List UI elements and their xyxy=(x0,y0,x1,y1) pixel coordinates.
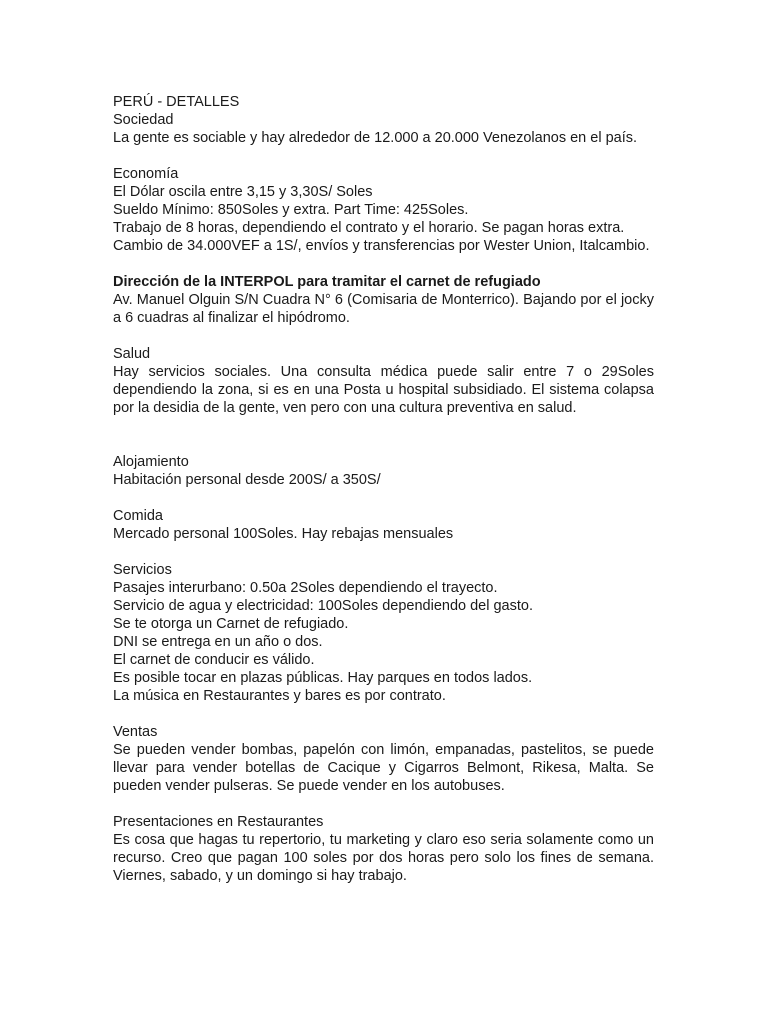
spacer xyxy=(113,705,654,723)
paragraph-comida: Mercado personal 100Soles. Hay rebajas mensuales xyxy=(113,526,454,542)
paragraph-alojamiento: Habitación personal desde 200S/ a 350S/ xyxy=(113,472,381,488)
economia-line: El Dólar oscila entre 3,15 y 3,30S/ Soles xyxy=(113,184,373,200)
section-heading-salud: Salud xyxy=(113,346,151,362)
servicios-line: Se te otorga un Carnet de refugiado. xyxy=(113,616,349,632)
paragraph-presentaciones: Es cosa que hagas tu repertorio, tu marketing y claro eso seria solamente como un recurso. Creo que pagan 100 soles por dos horas pero solo los fines de semana. Viernes, sabado, y un domingo si hay trabajo. xyxy=(113,832,654,884)
paragraph-cambio: Cambio de 34.000VEF a 1S/, envíos y transferencias por Wester Union, Italcambio. xyxy=(113,238,650,254)
section-heading-economia: Economía xyxy=(113,166,179,182)
servicios-line: El carnet de conducir es válido. xyxy=(113,652,315,668)
spacer xyxy=(113,489,654,507)
spacer xyxy=(113,255,654,273)
section-heading-sociedad: Sociedad xyxy=(113,112,174,128)
servicios-line: Servicio de agua y electricidad: 100Soles dependiendo del gasto. xyxy=(113,598,533,614)
spacer xyxy=(113,795,654,813)
servicios-line: Pasajes interurbano: 0.50a 2Soles dependiendo el trayecto. xyxy=(113,580,498,596)
section-heading-presentaciones: Presentaciones en Restaurantes xyxy=(113,814,324,830)
paragraph-salud: Hay servicios sociales. Una consulta médica puede salir entre 7 o 29Soles dependiendo la zona, si es en una Posta u hospital subsidiado. El sistema colapsa por la desidia de la gente, ven pero con una cultura preventiva en salud. xyxy=(113,364,654,416)
document-page xyxy=(113,93,654,885)
spacer xyxy=(113,147,654,165)
servicios-line: La música en Restaurantes y bares es por contrato. xyxy=(113,688,446,704)
paragraph-interpol: Av. Manuel Olguin S/N Cuadra N° 6 (Comisaria de Monterrico). Bajando por el jocky a 6 cuadras al finalizar el hipódromo. xyxy=(113,292,654,326)
document-title: PERÚ - DETALLES xyxy=(113,94,240,110)
spacer xyxy=(113,543,654,561)
spacer xyxy=(113,327,654,345)
section-heading-ventas: Ventas xyxy=(113,724,158,740)
spacer xyxy=(113,417,654,453)
economia-line: Sueldo Mínimo: 850Soles y extra. Part Time: 425Soles. xyxy=(113,202,469,218)
paragraph-sociedad: La gente es sociable y hay alrededor de 12.000 a 20.000 Venezolanos en el país. xyxy=(113,130,638,146)
paragraph-ventas: Se pueden vender bombas, papelón con limón, empanadas, pastelitos, se puede llevar para vender botellas de Cacique y Cigarros Belmont, Rikesa, Malta. Se pueden vender pulseras. Se puede vender en los autobuses. xyxy=(113,742,654,794)
section-heading-interpol: Dirección de la INTERPOL para tramitar el carnet de refugiado xyxy=(113,274,541,290)
section-heading-alojamiento: Alojamiento xyxy=(113,454,189,470)
economia-line: Trabajo de 8 horas, dependiendo el contrato y el horario. Se pagan horas extra. xyxy=(113,220,625,236)
servicios-line: DNI se entrega en un año o dos. xyxy=(113,634,323,650)
servicios-line: Es posible tocar en plazas públicas. Hay parques en todos lados. xyxy=(113,670,533,686)
section-heading-comida: Comida xyxy=(113,508,163,524)
section-heading-servicios: Servicios xyxy=(113,562,172,578)
